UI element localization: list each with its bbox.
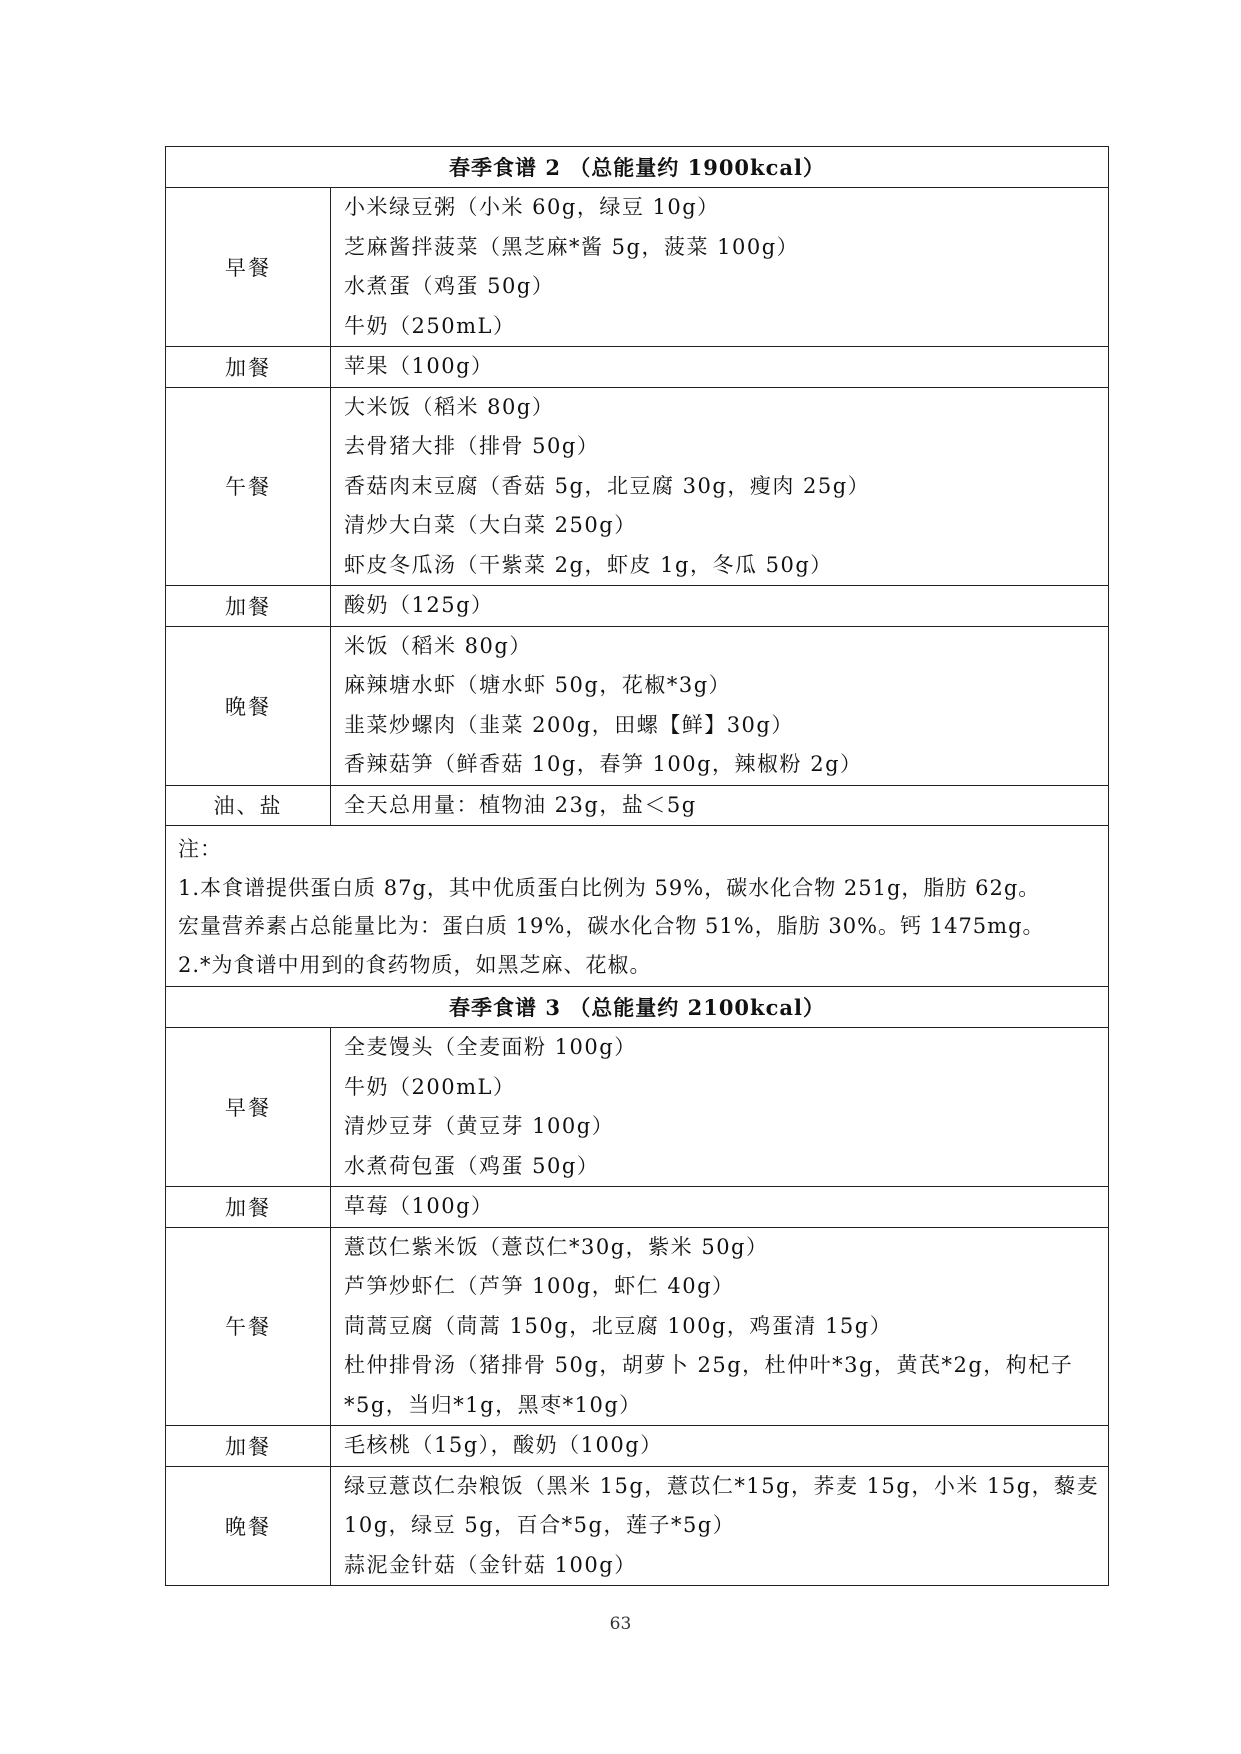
menu2-title: 春季食谱 2 （总能量约 1900kcal） [166,147,1109,188]
meal-name: 加餐 [166,586,331,627]
dish-item: 清炒豆芽（黄豆芽 100g） [344,1114,615,1138]
meal-items [331,1227,1109,1426]
meal-items [331,586,1109,627]
dish-item: 牛奶（250mL） [344,313,516,338]
notes [166,826,1109,987]
note-line: 1.本食谱提供蛋白质 87g，其中优质蛋白比例为 59%，碳水化合物 251g，脂肪 62g。 [178,875,1041,900]
menu3-title-row [166,987,1109,1028]
menu3-snack1-row [166,1187,1109,1228]
menu2-breakfast-row [166,188,1109,347]
dish-item: 米饭（稻米 80g） [344,633,532,658]
dish-item: 全麦馒头（全麦面粉 100g） [344,1035,637,1059]
dish-item: 苹果（100g） [344,354,494,378]
dish-item: 麻辣塘水虾（塘水虾 50g，花椒*3g） [344,673,732,697]
dish-item: 香菇肉末豆腐（香菇 5g，北豆腐 30g，瘦肉 25g） [344,473,871,498]
dish-item: 蒜泥金针菇（金针菇 100g） [344,1552,637,1577]
meal-name: 晚餐 [166,1466,331,1586]
menu3-title: 春季食谱 3 （总能量约 2100kcal） [166,987,1109,1028]
page-content [165,146,1108,1586]
dish-item: 杜仲排骨汤（猪排骨 50g，胡萝卜 25g，杜仲叶*3g，黄芪*2g，枸杞子*5g，当归*1g，黑枣*10g） [344,1353,1074,1417]
meal-items [331,626,1109,785]
meal-name: 加餐 [166,1187,331,1228]
meal-name: 加餐 [166,347,331,388]
note-line: 2.*为食谱中用到的食药物质，如黑芝麻、花椒。 [178,952,652,977]
dish-item: 绿豆薏苡仁杂粮饭（黑米 15g，薏苡仁*15g，荞麦 15g，小米 15g，藜麦 10g，绿豆 5g，百合*5g，莲子*5g） [344,1473,1100,1537]
dish-item: 小米绿豆粥（小米 60g，绿豆 10g） [344,195,720,219]
dish-item: 去骨猪大排（排骨 50g） [344,434,600,458]
dish-item: 牛奶（200mL） [344,1074,516,1099]
dish-item: 薏苡仁紫米饭（薏苡仁*30g，紫米 50g） [344,1234,769,1259]
dish-item: 草莓（100g） [344,1194,494,1218]
meal-name: 早餐 [166,188,331,347]
note-line: 注： [178,837,222,861]
dish-item: 芦笋炒虾仁（芦笋 100g，虾仁 40g） [344,1274,735,1298]
meal-items [331,1187,1109,1228]
meal-name: 早餐 [166,1028,331,1187]
dish-item: 芝麻酱拌菠菜（黑芝麻*酱 5g，菠菜 100g） [344,234,800,259]
menu2-title-row [166,147,1109,188]
meal-items [331,1028,1109,1187]
menu2-dinner-row [166,626,1109,785]
dish-item: 茼蒿豆腐（茼蒿 150g，北豆腐 100g，鸡蛋清 15g） [344,1313,893,1338]
meal-name: 晚餐 [166,626,331,785]
dish-item: 韭菜炒螺肉（韭菜 200g，田螺【鲜】30g） [344,712,794,737]
page-number: 63 [609,1614,632,1634]
meal-items [331,1426,1109,1467]
menu3-snack2-row [166,1426,1109,1467]
meal-name: 加餐 [166,1426,331,1467]
dish-item: 酸奶（125g） [344,593,494,617]
meal-items [331,387,1109,586]
menu2-snack2-row [166,586,1109,627]
meal-items [331,188,1109,347]
meal-name: 午餐 [166,1227,331,1426]
dish-item: 全天总用量：植物油 23g，盐＜5g [344,792,697,817]
menu2-notes-row [166,826,1109,987]
dish-item: 虾皮冬瓜汤（干紫菜 2g，虾皮 1g，冬瓜 50g） [344,552,833,577]
dish-item: 香辣菇笋（鲜香菇 10g，春笋 100g，辣椒粉 2g） [344,752,863,776]
dish-item: 水煮蛋（鸡蛋 50g） [344,274,555,298]
recipe-table [165,146,1109,1586]
menu2-oil-salt-row [166,785,1109,826]
meal-items [331,347,1109,388]
meal-name: 午餐 [166,387,331,586]
dish-item: 清炒大白菜（大白菜 250g） [344,513,637,537]
dish-item: 毛核桃（15g），酸奶（100g） [344,1433,663,1457]
menu2-snack1-row [166,347,1109,388]
menu3-lunch-row [166,1227,1109,1426]
menu2-lunch-row [166,387,1109,586]
note-line: 宏量营养素占总能量比为：蛋白质 19%，碳水化合物 51%，脂肪 30%。钙 1475mg。 [178,914,1045,938]
dish-item: 大米饭（稻米 80g） [344,394,555,419]
menu3-breakfast-row [166,1028,1109,1187]
dish-item: 水煮荷包蛋（鸡蛋 50g） [344,1153,600,1178]
meal-items [331,785,1109,826]
meal-items [331,1466,1109,1586]
menu3-dinner-row [166,1466,1109,1586]
meal-name: 油、盐 [166,785,331,826]
